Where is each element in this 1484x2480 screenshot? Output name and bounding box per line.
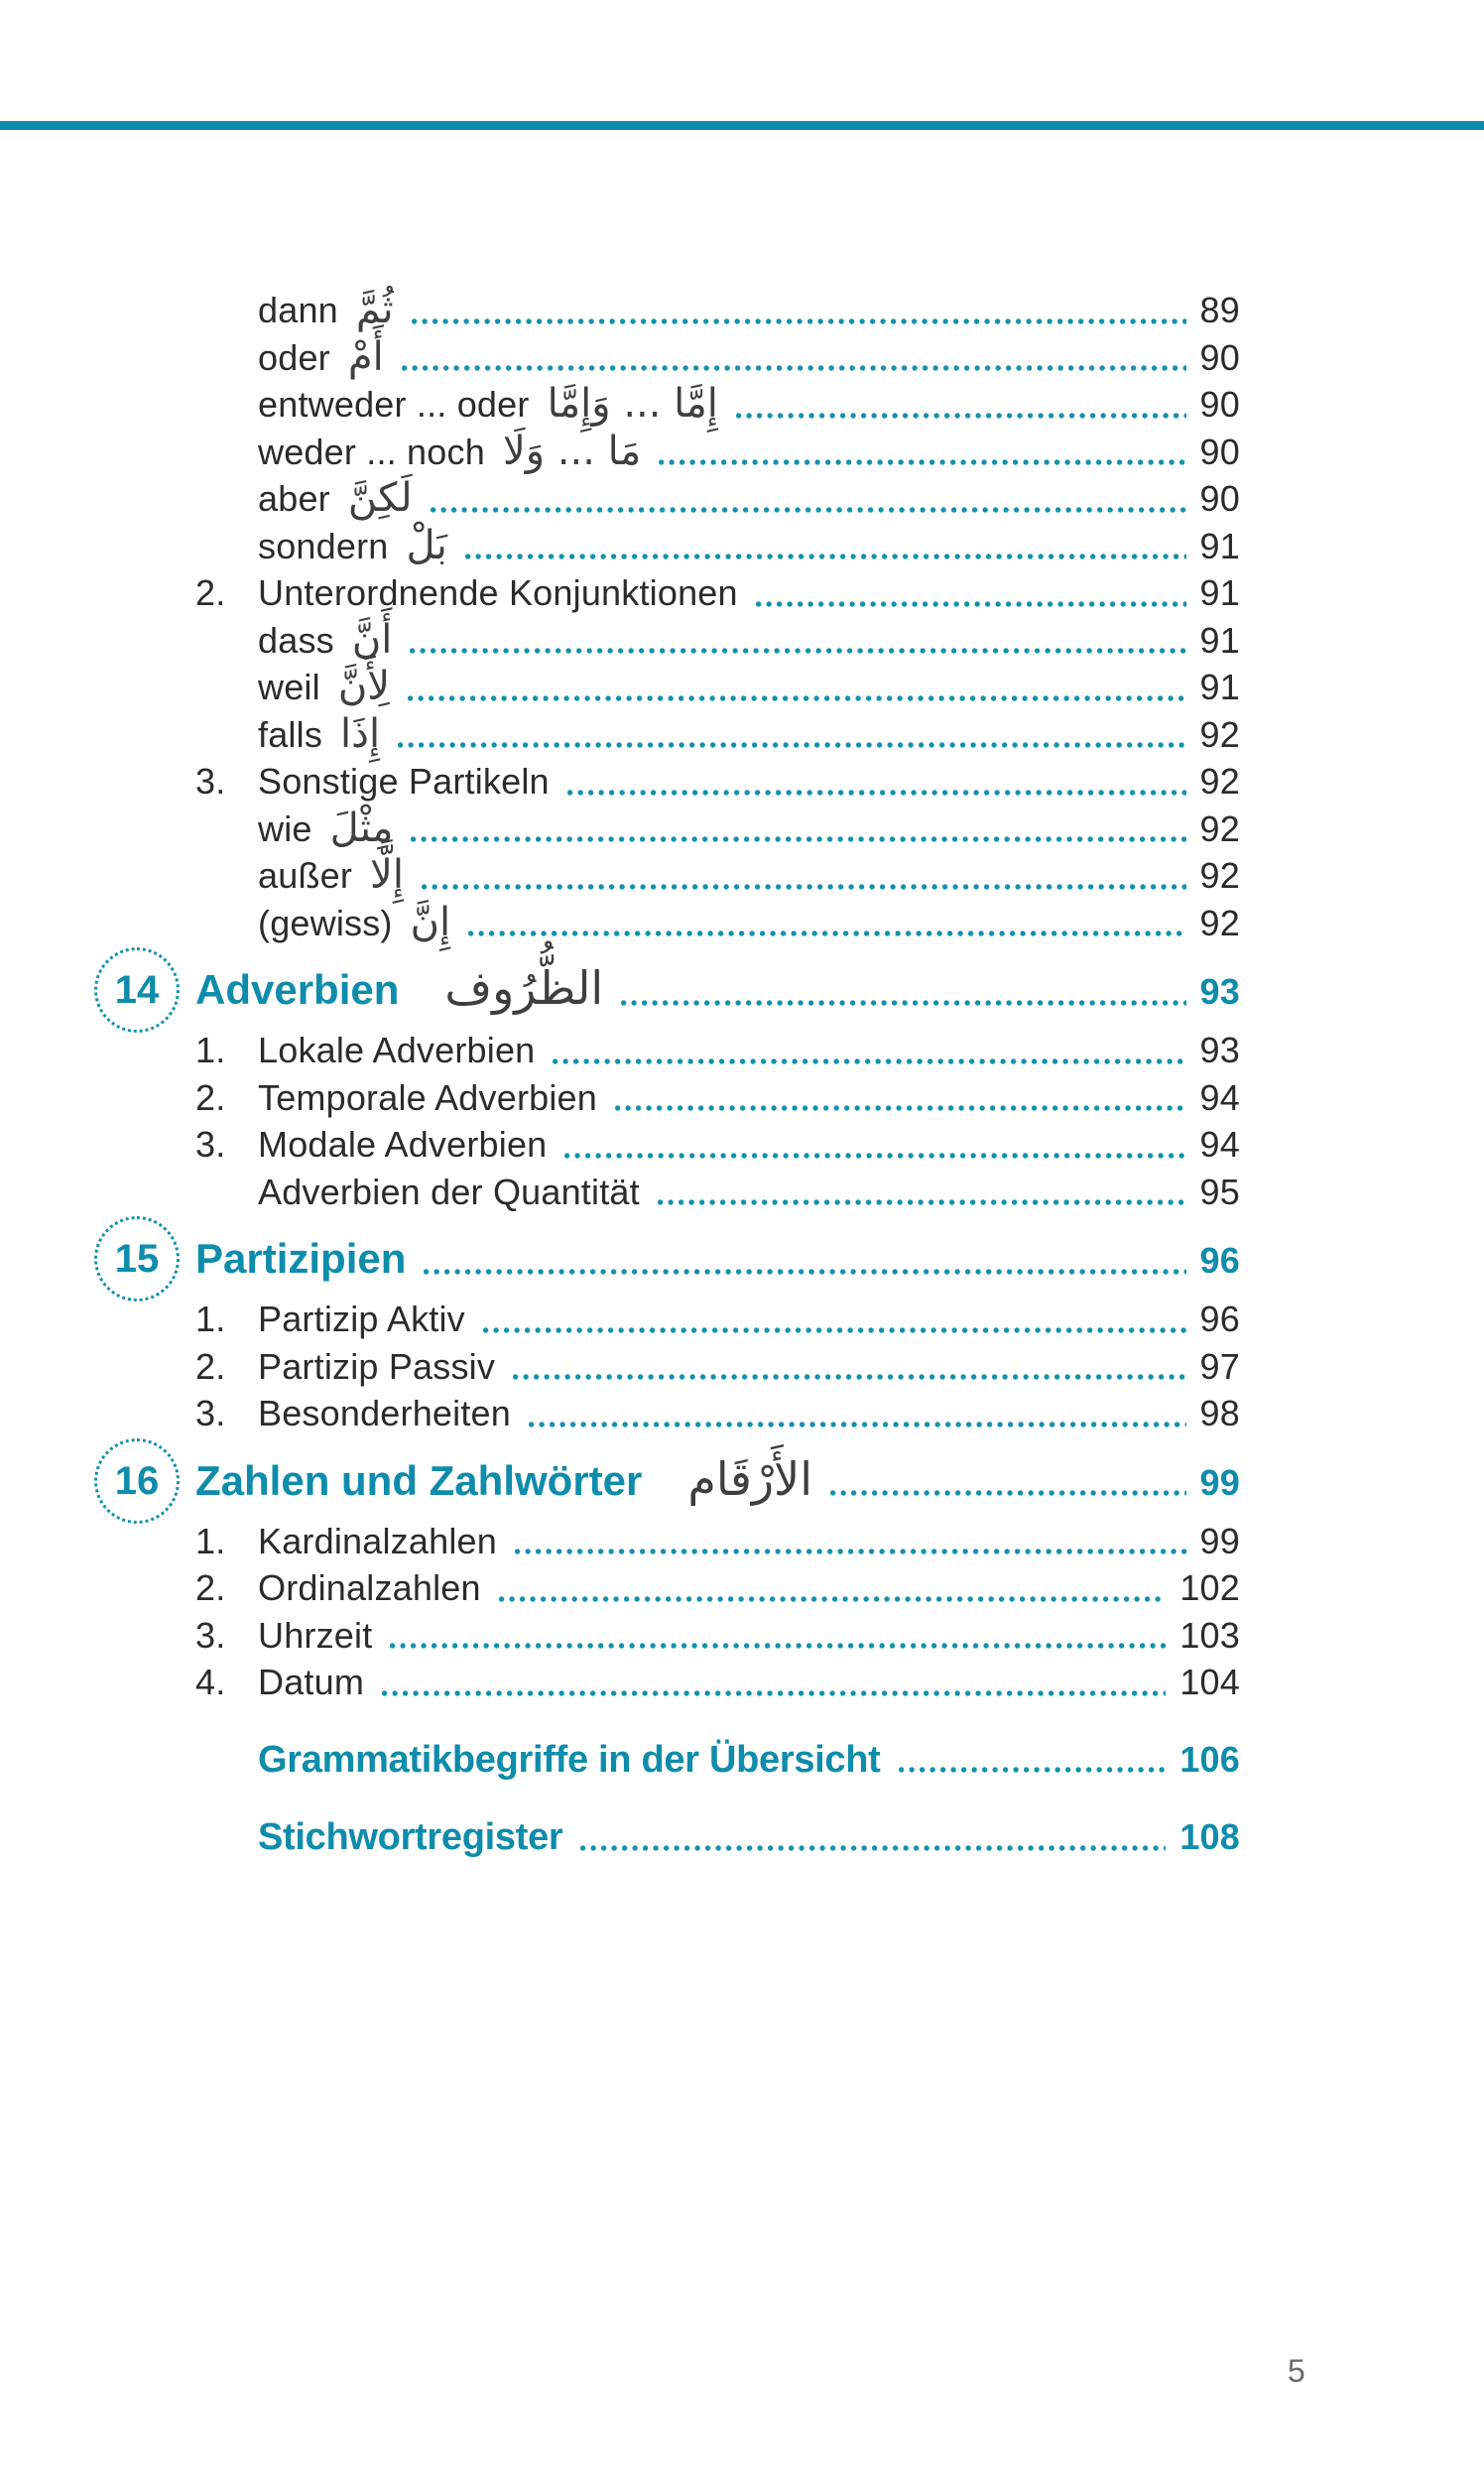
item-page-number: 103: [1179, 1614, 1240, 1656]
toc-row: [195, 758, 1240, 806]
item-label: Grammatikbegriffe in der Übersicht: [258, 1738, 881, 1781]
item-number: 3.: [195, 1614, 226, 1656]
item-page-number: 90: [1199, 478, 1240, 519]
dot-leader: [483, 1296, 1186, 1343]
item-number: 3.: [195, 1124, 226, 1165]
dot-leader: [580, 1813, 1166, 1861]
dot-leader: [410, 617, 1185, 665]
toc-row: [114, 1449, 1240, 1513]
toc-row: [258, 1736, 1240, 1785]
item-label: außer: [258, 855, 353, 896]
dot-leader: [659, 429, 1185, 476]
dot-leader: [412, 287, 1186, 334]
item-label: Partizip Aktiv: [258, 1299, 465, 1339]
toc-row: [195, 1659, 1240, 1706]
item-page-number: 90: [1199, 431, 1240, 472]
dot-leader: [567, 758, 1186, 806]
item-label: Adverbien der Quantität: [258, 1171, 640, 1212]
item-arabic-text: إِمَّا ... وَإِمَّا: [547, 381, 718, 427]
item-page-number: 91: [1199, 525, 1240, 566]
item-label: Ordinalzahlen: [258, 1567, 481, 1608]
item-arabic-text: مِثْلَ: [329, 805, 394, 851]
chapter-number-badge: [94, 1438, 180, 1524]
item-page-number: 93: [1199, 1030, 1240, 1070]
item-label: Stichwortregister: [258, 1816, 563, 1858]
item-number: 2.: [195, 1076, 226, 1118]
dot-leader: [899, 1736, 1167, 1784]
item-number: 1.: [195, 1030, 226, 1070]
item-label: (gewiss): [258, 902, 393, 943]
top-rule: [0, 121, 1484, 130]
item-page-number: 106: [1179, 1738, 1240, 1780]
toc-row: [258, 1813, 1240, 1862]
toc-row: [114, 958, 1240, 1022]
item-label: Unterordnende Konjunktionen: [258, 572, 738, 613]
item-label: Sonstige Partikeln: [258, 761, 550, 802]
item-page-number: 93: [1199, 971, 1240, 1012]
item-page-number: 99: [1199, 1461, 1240, 1503]
chapter-number: 16: [114, 1458, 160, 1503]
item-arabic-text: لِأَنَّ: [337, 664, 391, 709]
page-footer-number: 5: [1288, 2353, 1305, 2389]
dot-leader: [621, 968, 1185, 1016]
item-label: sondern: [258, 525, 389, 566]
item-arabic-text: مَا ... وَلَا: [502, 428, 642, 474]
dot-leader: [529, 1390, 1186, 1437]
dot-leader: [408, 664, 1186, 711]
toc-row: [258, 523, 1240, 570]
item-label: dass: [258, 619, 334, 661]
toc-row: [258, 475, 1240, 523]
item-page-number: 94: [1199, 1124, 1240, 1165]
toc-row: [195, 1296, 1240, 1343]
toc-row: [195, 1027, 1240, 1074]
item-label: Uhrzeit: [258, 1614, 373, 1656]
item-page-number: 92: [1199, 713, 1240, 755]
item-page-number: 104: [1179, 1662, 1240, 1702]
item-page-number: 98: [1199, 1393, 1240, 1433]
dot-leader: [658, 1169, 1186, 1216]
toc-row: [195, 1074, 1240, 1122]
toc-row: [195, 1564, 1240, 1612]
item-arabic-text: لَكِنَّ: [347, 475, 413, 521]
dot-leader: [615, 1074, 1186, 1122]
toc-row: [258, 900, 1240, 947]
item-label: weil: [258, 667, 320, 707]
toc-row: [114, 1227, 1240, 1291]
dot-leader: [422, 852, 1186, 900]
item-number: 2.: [195, 1567, 226, 1608]
toc-row: [258, 806, 1240, 853]
item-number: 2.: [195, 572, 226, 613]
item-label: Modale Adverbien: [258, 1124, 548, 1165]
item-arabic-text: أَنَّ: [351, 616, 393, 663]
item-label: oder: [258, 336, 330, 378]
toc-row: [258, 1169, 1240, 1216]
chapter-number: 14: [114, 968, 160, 1012]
item-label: entweder ... oder: [258, 384, 530, 425]
dot-leader: [382, 1659, 1166, 1706]
item-number: 3.: [195, 761, 226, 802]
toc-row: [258, 852, 1240, 900]
item-page-number: 89: [1199, 290, 1240, 330]
toc-row: [258, 429, 1240, 476]
item-label: dann: [258, 290, 338, 330]
dot-leader: [553, 1027, 1185, 1074]
item-page-number: 92: [1199, 855, 1240, 896]
item-page-number: 91: [1199, 572, 1240, 613]
item-page-number: 91: [1199, 667, 1240, 707]
dot-leader: [465, 523, 1186, 570]
item-label: weder ... noch: [258, 431, 485, 472]
item-number: 3.: [195, 1393, 226, 1433]
item-number: 1.: [195, 1299, 226, 1339]
item-arabic-text: ثُمَّ: [355, 287, 394, 332]
item-number: 1.: [195, 1520, 226, 1561]
item-page-number: 92: [1199, 761, 1240, 802]
item-arabic-text: الأَرْقَام: [687, 1451, 813, 1506]
item-label: Partizipien: [195, 1235, 407, 1282]
item-label: Besonderheiten: [258, 1393, 511, 1433]
dot-leader: [398, 711, 1185, 759]
dot-leader: [830, 1459, 1185, 1507]
item-page-number: 94: [1199, 1076, 1240, 1118]
dot-leader: [390, 1612, 1166, 1660]
item-page-number: 96: [1199, 1240, 1240, 1281]
chapter-number-badge: [94, 947, 180, 1033]
item-label: aber: [258, 478, 330, 519]
item-label: Lokale Adverbien: [258, 1030, 536, 1070]
toc-row: [195, 1390, 1240, 1437]
item-page-number: 91: [1199, 619, 1240, 661]
toc-row: [195, 1343, 1240, 1391]
table-of-contents: [0, 287, 1484, 1862]
dot-leader: [564, 1121, 1185, 1169]
dot-leader: [513, 1343, 1185, 1391]
item-number: 2.: [195, 1345, 226, 1387]
item-arabic-text: إِلَّا: [370, 852, 404, 898]
toc-row: [258, 334, 1240, 382]
dot-leader: [736, 381, 1186, 429]
item-arabic-text: إِنَّ: [410, 899, 451, 945]
item-label: Adverbien: [195, 966, 400, 1013]
item-page-number: 90: [1199, 336, 1240, 378]
chapter-number: 15: [114, 1237, 160, 1281]
dot-leader: [424, 1237, 1185, 1285]
item-label: Zahlen und Zahlwörter: [195, 1456, 643, 1504]
toc-row: [258, 381, 1240, 429]
item-arabic-text: بَلْ: [406, 522, 447, 568]
item-arabic-text: إِذَا: [340, 710, 381, 757]
toc-row: [195, 1612, 1240, 1660]
dot-leader: [468, 900, 1185, 947]
item-number: 4.: [195, 1662, 226, 1702]
item-label: Datum: [258, 1662, 365, 1702]
dot-leader: [756, 569, 1186, 617]
item-page-number: 92: [1199, 902, 1240, 943]
dot-leader: [515, 1518, 1186, 1565]
item-page-number: 90: [1199, 384, 1240, 425]
dot-leader: [411, 806, 1185, 853]
toc-row: [195, 569, 1240, 617]
item-label: Partizip Passiv: [258, 1345, 496, 1387]
item-label: falls: [258, 713, 323, 755]
item-page-number: 108: [1179, 1816, 1240, 1857]
item-page-number: 92: [1199, 807, 1240, 849]
toc-row: [195, 1518, 1240, 1565]
chapter-number-badge: [94, 1216, 180, 1302]
item-page-number: 99: [1199, 1520, 1240, 1561]
toc-row: [258, 617, 1240, 665]
item-page-number: 96: [1199, 1299, 1240, 1339]
toc-row: [258, 711, 1240, 759]
dot-leader: [499, 1564, 1167, 1612]
item-label: wie: [258, 807, 312, 849]
item-arabic-text: أَمْ: [347, 333, 384, 380]
item-page-number: 102: [1179, 1567, 1240, 1608]
dot-leader: [431, 475, 1186, 523]
item-page-number: 95: [1199, 1171, 1240, 1212]
item-label: Kardinalzahlen: [258, 1520, 497, 1561]
dot-leader: [402, 334, 1186, 382]
item-arabic-text: الظُّرُوف: [444, 961, 604, 1015]
toc-row: [258, 664, 1240, 711]
toc-row: [258, 287, 1240, 334]
toc-row: [195, 1121, 1240, 1169]
item-page-number: 97: [1199, 1345, 1240, 1387]
item-label: Temporale Adverbien: [258, 1076, 598, 1118]
